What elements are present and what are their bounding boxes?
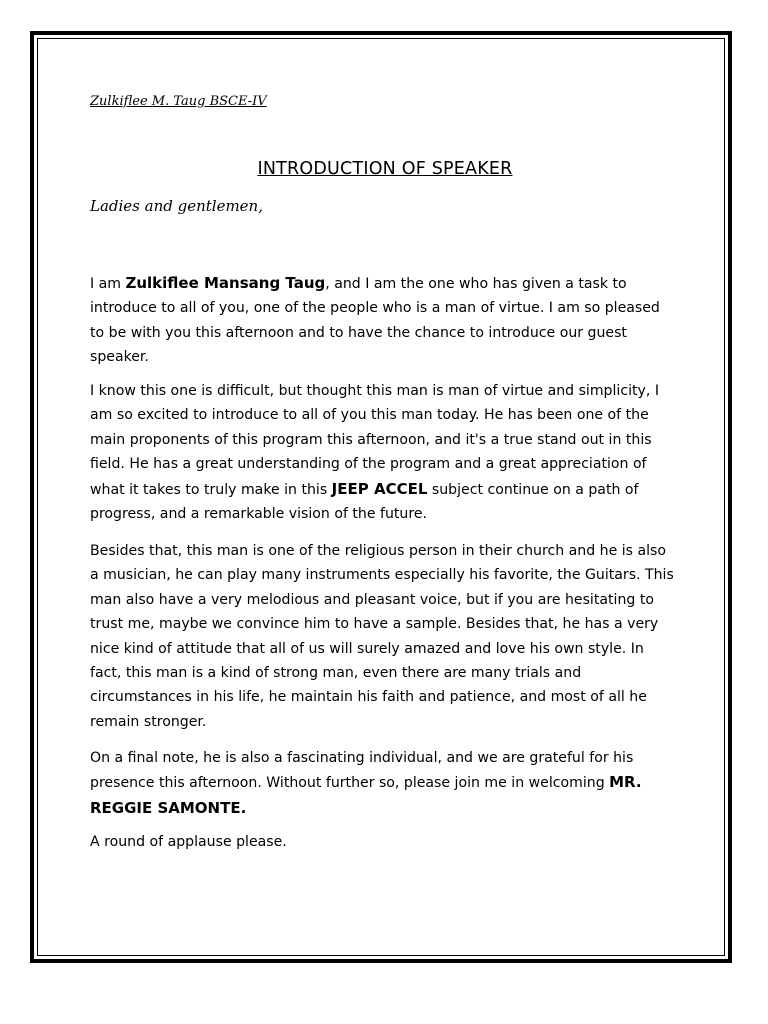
bold-text-run: REGGIE SAMONTE.: [90, 798, 247, 817]
paragraph-line: [90, 661, 680, 685]
text-run: presence this afternoon. Without further so, please join me in welcoming: [90, 775, 610, 792]
paragraph-line: [90, 296, 680, 320]
text-run: to be with you this afternoon and to have the chance to introduce our guest: [90, 324, 627, 341]
document-title: INTRODUCTION OF SPEAKER: [257, 159, 513, 179]
text-run: remain stronger.: [90, 713, 207, 730]
paragraph-line: [90, 271, 680, 296]
text-run: On a final note, he is also a fascinating individual, and we are grateful for his: [90, 750, 634, 766]
text-run: Besides that, this man is one of the religious person in their church and he is also: [90, 543, 666, 559]
bold-text-run: MR.: [609, 773, 642, 792]
paragraph-line: [90, 452, 680, 476]
author-line: Zulkiflee M. Taug BSCE-IV: [90, 94, 267, 109]
paragraph-line: [90, 502, 680, 526]
paragraph: [90, 746, 680, 821]
paragraph-line: [90, 746, 680, 770]
paragraph: [90, 271, 680, 370]
paragraph-line: [90, 830, 680, 854]
paragraph-line: [90, 588, 680, 612]
paragraph-line: [90, 345, 680, 369]
paragraph-line: [90, 379, 680, 403]
text-run: main proponents of this program this afternoon, and it's a true stand out in this: [90, 431, 652, 448]
paragraph: [90, 379, 680, 526]
text-run: a musician, he can play many instruments especially his favorite, the Guitars. This: [90, 567, 674, 584]
text-run: trust me, maybe we convince him to have a sample. Besides that, he has a very: [90, 616, 659, 633]
text-run: A round of applause please.: [90, 834, 287, 850]
paragraph-line: [90, 710, 680, 734]
paragraph-line: [90, 796, 680, 821]
paragraph: [90, 830, 680, 854]
paragraph-line: [90, 321, 680, 345]
text-run: nice kind of attitude that all of us will surely amazed and love his own style. In: [90, 640, 644, 657]
paragraph-line: [90, 685, 680, 709]
bold-text-run: JEEP ACCEL: [331, 479, 428, 498]
text-run: am so excited to introduce to all of you this man today. He has been one of the: [90, 407, 649, 424]
text-run: speaker.: [90, 349, 149, 366]
text-run: field. He has a great understanding of the program and a great appreciation of: [90, 456, 647, 473]
text-run: progress, and a remarkable vision of the future.: [90, 506, 428, 523]
paragraph-line: [90, 612, 680, 636]
paragraph-line: [90, 477, 680, 502]
paragraph-line: [90, 637, 680, 661]
paragraph-line: [90, 770, 680, 795]
paragraph: [90, 539, 680, 734]
paragraph-line: [90, 563, 680, 587]
paragraph-line: [90, 539, 680, 563]
paragraph-line: [90, 428, 680, 452]
bold-text-run: Zulkiflee Mansang Taug: [125, 274, 326, 292]
paragraph-line: [90, 403, 680, 427]
text-run: fact, this man is a kind of strong man, even there are many trials and: [90, 665, 582, 682]
text-run: what it takes to truly make in this: [90, 481, 332, 498]
text-run: circumstances in his life, he maintain his faith and patience, and most of all he: [90, 689, 647, 706]
text-run: subject continue on a path of: [427, 481, 639, 498]
text-run: introduce to all of you, one of the people who is a man of virtue. I am so pleased: [90, 300, 660, 317]
text-run: man also have a very melodious and pleasant voice, but if you are hesitating to: [90, 591, 654, 608]
text-run: I am: [90, 276, 126, 292]
greeting: Ladies and gentlemen,: [90, 197, 263, 215]
text-run: , and I am the one who has given a task to: [325, 276, 627, 292]
text-run: I know this one is difficult, but thought this man is man of virtue and simplicity, I: [90, 383, 659, 399]
